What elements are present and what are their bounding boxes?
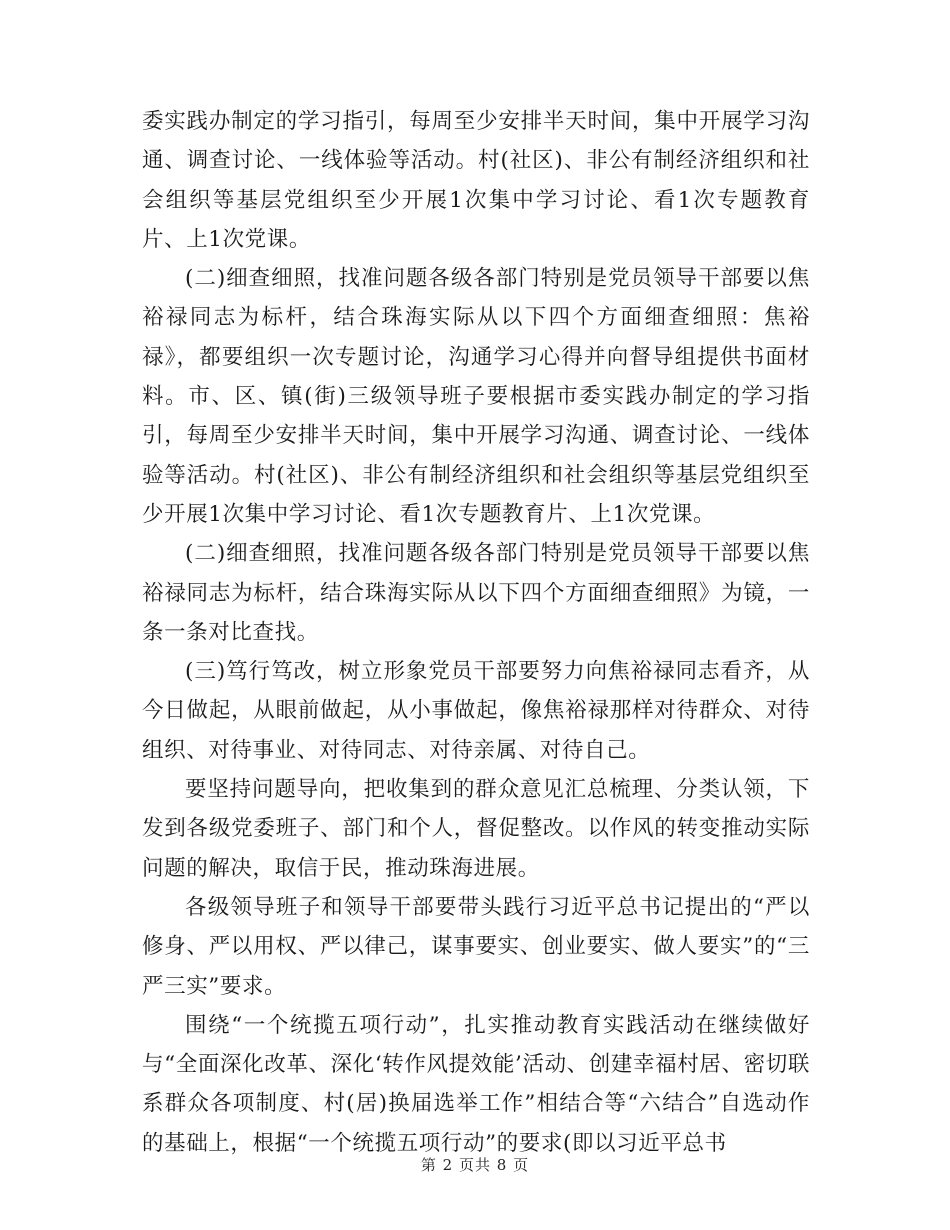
paragraph-2: (二)细查细照，找准问题各级各部门特别是党员领导干部要以焦裕禄同志为标杆，结合珠海实际从以下四个方面细查细照：焦裕禄》，都要组织一次专题讨论，沟通学习心得并向督导组提供书面材料。市、区、镇(街)三级领导班子要根据市委实践办制定的学习指引，每周至少安排半天时间，集中开展学习沟通、调查讨论、一线体验等活动。村(社区)、非公有制经济组织和社会组织等基层党组织至少开展1次集中学习讨论、看1次专题教育片、上1次党课。 xyxy=(142,266,810,527)
paragraph-5: 要坚持问题导向，把收集到的群众意见汇总梳理、分类认领，下发到各级党委班子、部门和个人，督促整改。以作风的转变推动实际问题的解决，取信于民，推动珠海进展。 xyxy=(142,777,810,881)
paragraph-7: 围绕“一个统揽五项行动”，扎实推动教育实践活动在继续做好与“全面深化改革、深化‘转作风提效能’活动、创建幸福村居、密切联系群众各项制度、村(居)换届选举工作”相结合等“六结合”自选动作的基础上，根据“一个统揽五项行动”的要求(即以习近平总书 xyxy=(142,1012,810,1156)
paragraph-4: (三)笃行笃改，树立形象党员干部要努力向焦裕禄同志看齐，从今日做起，从眼前做起，从小事做起，像焦裕禄那样对待群众、对待组织、对待事业、对待同志、对待亲属、对待自己。 xyxy=(142,659,810,763)
paragraph-6: 各级领导班子和领导干部要带头践行习近平总书记提出的“严以修身、严以用权、严以律己，谋事要实、创业要实、做人要实”的“三严三实”要求。 xyxy=(142,894,810,999)
page-number-footer: 第 2 页共 8 页 xyxy=(420,1156,530,1174)
paragraph-1: 委实践办制定的学习指引，每周至少安排半天时间，集中开展学习沟通、调查讨论、一线体验等活动。村(社区)、非公有制经济组织和社会组织等基层党组织至少开展1次集中学习讨论、看1次专题教育片、上1次党课。 xyxy=(142,109,810,252)
paragraph-3: (二)细查细照，找准问题各级各部门特别是党员领导干部要以焦裕禄同志为标杆，结合珠海实际从以下四个方面细查细照》为镜，一条一条对比查找。 xyxy=(142,541,810,645)
document-body xyxy=(142,102,810,1163)
